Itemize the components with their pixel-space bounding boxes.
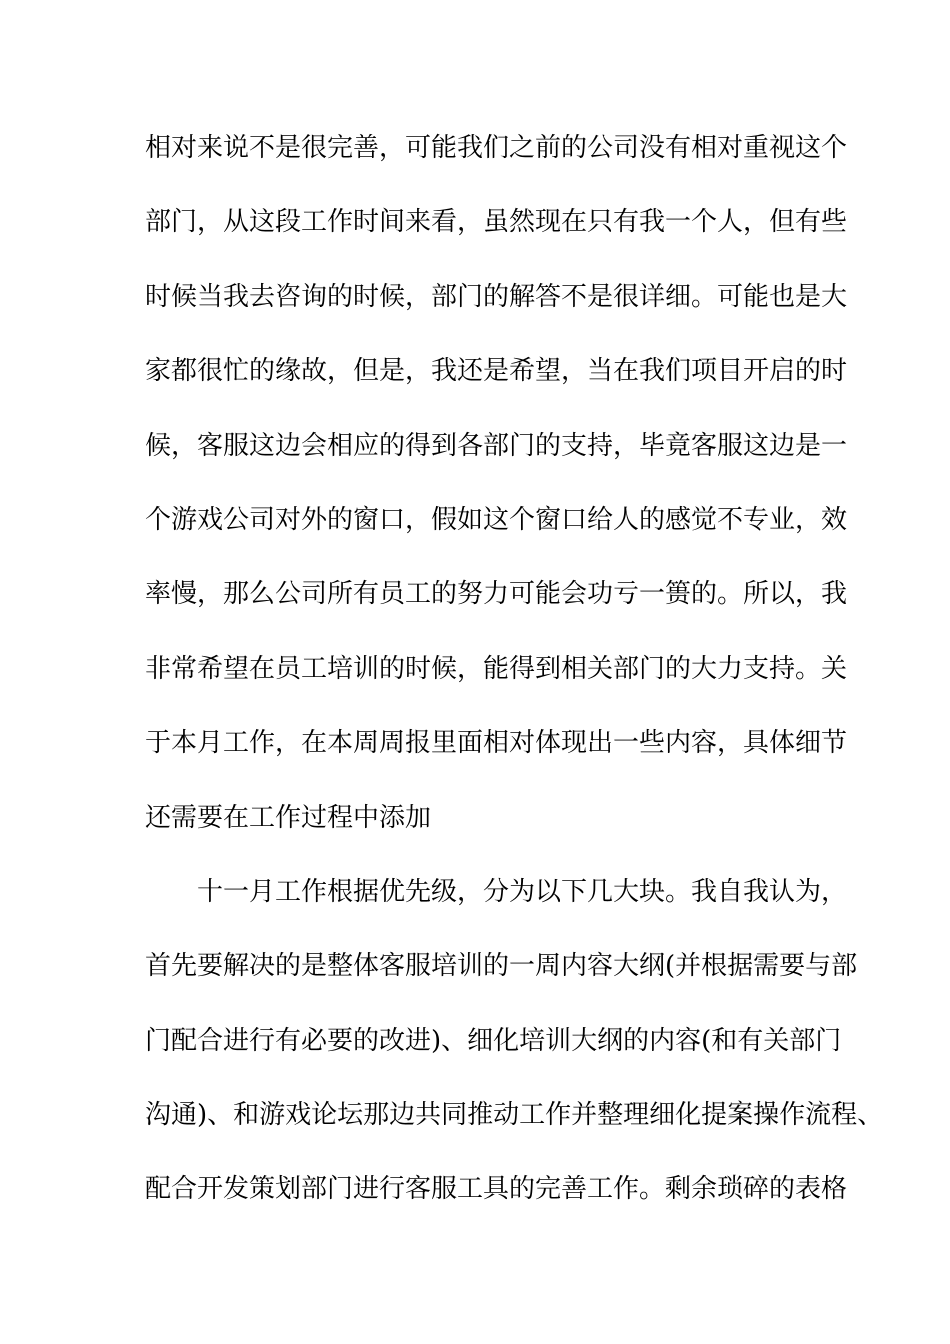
text-line: 时候当我去咨询的时候，部门的解答不是很详细。可能也是大 (145, 281, 848, 312)
text-line: 门配合进行有必要的改进)、细化培训大纲的内容(和有关部门 (145, 1025, 842, 1056)
text-line: 相对来说不是很完善，可能我们之前的公司没有相对重视这个 (145, 133, 848, 163)
text-line: 个游戏公司对外的窗口，假如这个窗口给人的感觉不专业，效 (145, 504, 848, 535)
text-line: 首先要解决的是整体客服培训的一周内容大纲(并根据需要与部 (145, 951, 858, 982)
text-line: 家都很忙的缘故，但是，我还是希望，当在我们项目开启的时 (145, 356, 848, 387)
text-line: 率慢，那么公司所有员工的努力可能会功亏一篑的。所以，我 (145, 579, 848, 610)
body-text (145, 130, 884, 1246)
text-line: 配合开发策划部门进行客服工具的完善工作。剩余琐碎的表格 (145, 1174, 848, 1205)
text-line: 部门，从这段工作时间来看，虽然现在只有我一个人，但有些 (145, 207, 848, 238)
paragraph-first-line: 十一月工作根据优先级，分为以下几大块。我自我认为， (197, 876, 848, 907)
text-line: 还需要在工作过程中添加 (145, 802, 432, 833)
text-line: 候，客服这边会相应的得到各部门的支持，毕竟客服这边是一 (145, 430, 848, 461)
text-line: 于本月工作，在本周周报里面相对体现出一些内容，具体细节 (145, 728, 848, 759)
text-line: 沟通)、和游戏论坛那边共同推动工作并整理细化提案操作流程、 (145, 1100, 884, 1131)
text-line: 非常希望在员工培训的时候，能得到相关部门的大力支持。关 (145, 653, 848, 684)
